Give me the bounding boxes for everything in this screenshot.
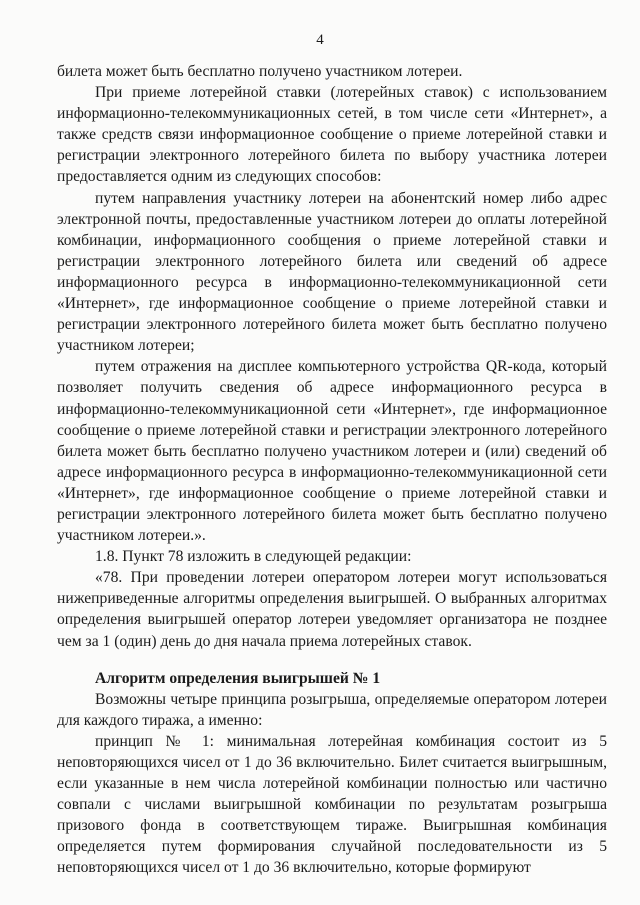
section-heading: Алгоритм определения выигрышей № 1: [95, 669, 381, 687]
paragraph-principle-1: принцип № 1: минимальная лотерейная комбинация состоит из 5 неповторяющихся чисел от 1 до 36 включительно. Билет считается выигрышным, если указанные в нем числа лотерейной комбинации полностью или частично совпали с числами выигрышной комбинации по результатам розыгрыша призового фонда в соответствующем тираже. Выигрышная комбинация определяется путем формирования случайной последовательности из 5 неповторяющихся чисел от 1 до 36 включительно, которые формируют: [57, 732, 607, 877]
paragraph-method-qr-code: путем отражения на дисплее компьютерного устройства QR-кода, который позволяет получить сведения об адресе информационного ресурса в информационно-телекоммуникационной сети «Интернет», где информационное сообщение о приеме лотерейной ставки и регистрации электронного лотерейного билета может быть бесплатно получено участником лотереи и (или) сведений об адресе информационного ресурса в информационно-телекоммуникационной сети «Интернет», где информационное сообщение о приеме лотерейной ставки и регистрации электронного лотерейного билета может быть бесплатно получено участником лотереи.».: [57, 358, 607, 545]
paragraph-item-1-8: 1.8. Пункт 78 изложить в следующей редакции:: [95, 548, 412, 566]
paragraph-info-message: При приеме лотерейной ставки (лотерейных ставок) с использованием информационно-телекоммуникационных сетей, в том числе сети «Интернет», а также средств связи информационное сообщение о приеме лотерейной ставки и регистрации электронного лотерейного билета по выбору участника лотереи предоставляется одним из следующих способов:: [57, 84, 607, 186]
document-body: [57, 61, 607, 879]
paragraph-principles-intro: Возможны четыре принципа розыгрыша, определяемые оператором лотереи для каждого тиража, а именно:: [57, 690, 607, 729]
paragraph-method-phone-email: путем направления участнику лотереи на абонентский номер либо адрес электронной почты, предоставленные участником лотереи до оплаты лотерейной комбинации, информационного сообщения о приеме лотерейной ставки и регистрации электронного лотерейного билета или сведений об адресе информационного ресурса в информационно-телекоммуникационной сети «Интернет», где информационное сообщение о приеме лотерейной ставки и регистрации электронного лотерейного билета может быть бесплатно получено участником лотереи;: [57, 189, 607, 355]
paragraph-item-78: «78. При проведении лотереи оператором лотереи могут использоваться нижеприведенные алгоритмы определения выигрышей. О выбранных алгоритмах определения выигрышей оператор лотереи уведомляет организатора не позднее чем за 1 (один) день до дня начала приема лотерейных ставок.: [57, 569, 607, 650]
page-number: 4: [316, 32, 324, 48]
paragraph-continuation: билета может быть бесплатно получено участником лотереи.: [57, 63, 463, 80]
